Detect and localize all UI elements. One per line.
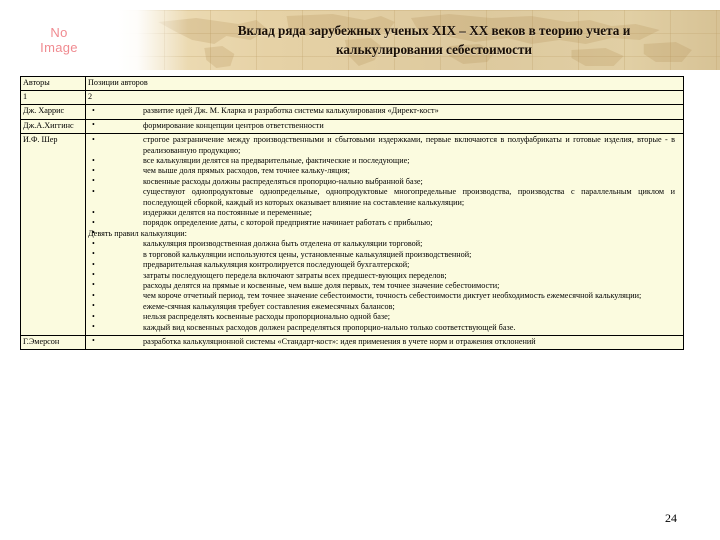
table-row <box>21 119 684 133</box>
table-row <box>21 134 684 336</box>
author-positions-cell <box>86 134 684 336</box>
no-image-line-2: Image <box>40 40 78 55</box>
position-list <box>88 337 681 347</box>
author-positions-cell <box>86 105 684 119</box>
position-bullet-item: • косвенные расходы должны распределяться пропорцио-нально выбранной базе; <box>88 177 675 187</box>
content-table-wrapper <box>20 76 683 350</box>
page-number: 24 <box>665 511 677 525</box>
table-body <box>21 77 684 350</box>
position-bullet-item: • все калькуляции делятся на предварительные, фактические и последующие; <box>88 156 675 166</box>
position-list <box>88 106 681 116</box>
column-header-authors: Авторы <box>21 77 86 91</box>
no-image-placeholder <box>0 10 118 70</box>
position-bullet-item: • строгое разграничение между производственными и сбытовыми издержками, первые включаются в полуфабрикаты и готовые изделия, вторые - в реализованную продукцию; <box>88 135 675 156</box>
position-bullet-item: • каждый вид косвенных расходов должен распределяться пропорцио-нально только соответствующей базе. <box>88 323 675 333</box>
position-bullet-item: • чем выше доля прямых расходов, тем точнее кальку-ляция; <box>88 166 675 176</box>
no-image-line-1: No <box>50 25 68 40</box>
table-number-row <box>21 91 684 105</box>
position-bullet-item: • чем короче отчетный период, тем точнее значение себестоимости, точность себестоимости диктует необходимость ежемесячной калькуляции; <box>88 291 675 301</box>
position-bullet-item: • в торговой калькуляции используются цены, установленные калькуляцией производственной; <box>88 250 675 260</box>
position-list <box>88 121 681 131</box>
position-bullet-item: • нельзя распределять косвенные расходы пропорционально одной базе; <box>88 312 675 322</box>
position-bullet-item: • издержки делятся на постоянные и переменные; <box>88 208 675 218</box>
slide-title: Вклад ряда зарубежных ученых XIX – XX веков в теорию учета и калькулирования себестоимости <box>237 23 631 57</box>
slide-header <box>0 10 720 70</box>
author-name-cell: Дж.А.Хиггинс <box>21 119 86 133</box>
banner-left-fade <box>118 10 188 70</box>
author-name-cell: Дж. Харрис <box>21 105 86 119</box>
author-positions-cell <box>86 335 684 349</box>
table-row <box>21 105 684 119</box>
column-number-1: 1 <box>21 91 86 105</box>
position-bullet-item: • предварительная калькуляция контролируется последующей бухгалтерской; <box>88 260 675 270</box>
position-bullet-item: • порядок определение даты, с которой предприятие начинает работать с прибылью; <box>88 218 675 228</box>
column-number-2: 2 <box>86 91 684 105</box>
author-name-cell: Г.Эмерсон <box>21 335 86 349</box>
table-row <box>21 335 684 349</box>
author-name-cell: И.Ф. Шер <box>21 134 86 336</box>
title-banner <box>118 10 720 70</box>
position-bullet-item: • калькуляция производственная должна быть отделена от калькуляции торговой; <box>88 239 675 249</box>
contributions-table <box>20 76 684 350</box>
position-bullet-item: • существуют однопродуктовые однопредельные, однопродуктовые многопредельные производства, производства с параллельным циклом и последующей сборкой, каждый из которых оказывает влияние на составление калькуляции; <box>88 187 675 208</box>
author-positions-cell <box>86 119 684 133</box>
position-heading-item: • Девять правил калькуляции: <box>88 229 675 239</box>
position-bullet-item: • затраты последующего передела включают затраты всех предшест-вующих переделов; <box>88 271 675 281</box>
position-bullet-item: • разработка калькуляционной системы «Стандарт-кост»: идея применения в учете норм и отражения отклонений <box>88 337 675 347</box>
position-list <box>88 135 681 333</box>
position-bullet-item: • формирование концепции центров ответственности <box>88 121 675 131</box>
position-bullet-item: • ежеме-сячная калькуляция требует составления ежемесячных балансов; <box>88 302 675 312</box>
position-bullet-item: • расходы делятся на прямые и косвенные, чем выше доля первых, тем точнее значение себестоимости; <box>88 281 675 291</box>
column-header-positions: Позиции авторов <box>86 77 684 91</box>
position-bullet-item: • развитие идей Дж. М. Кларка и разработка системы калькулирования «Директ-кост» <box>88 106 675 116</box>
table-header-row <box>21 77 684 91</box>
